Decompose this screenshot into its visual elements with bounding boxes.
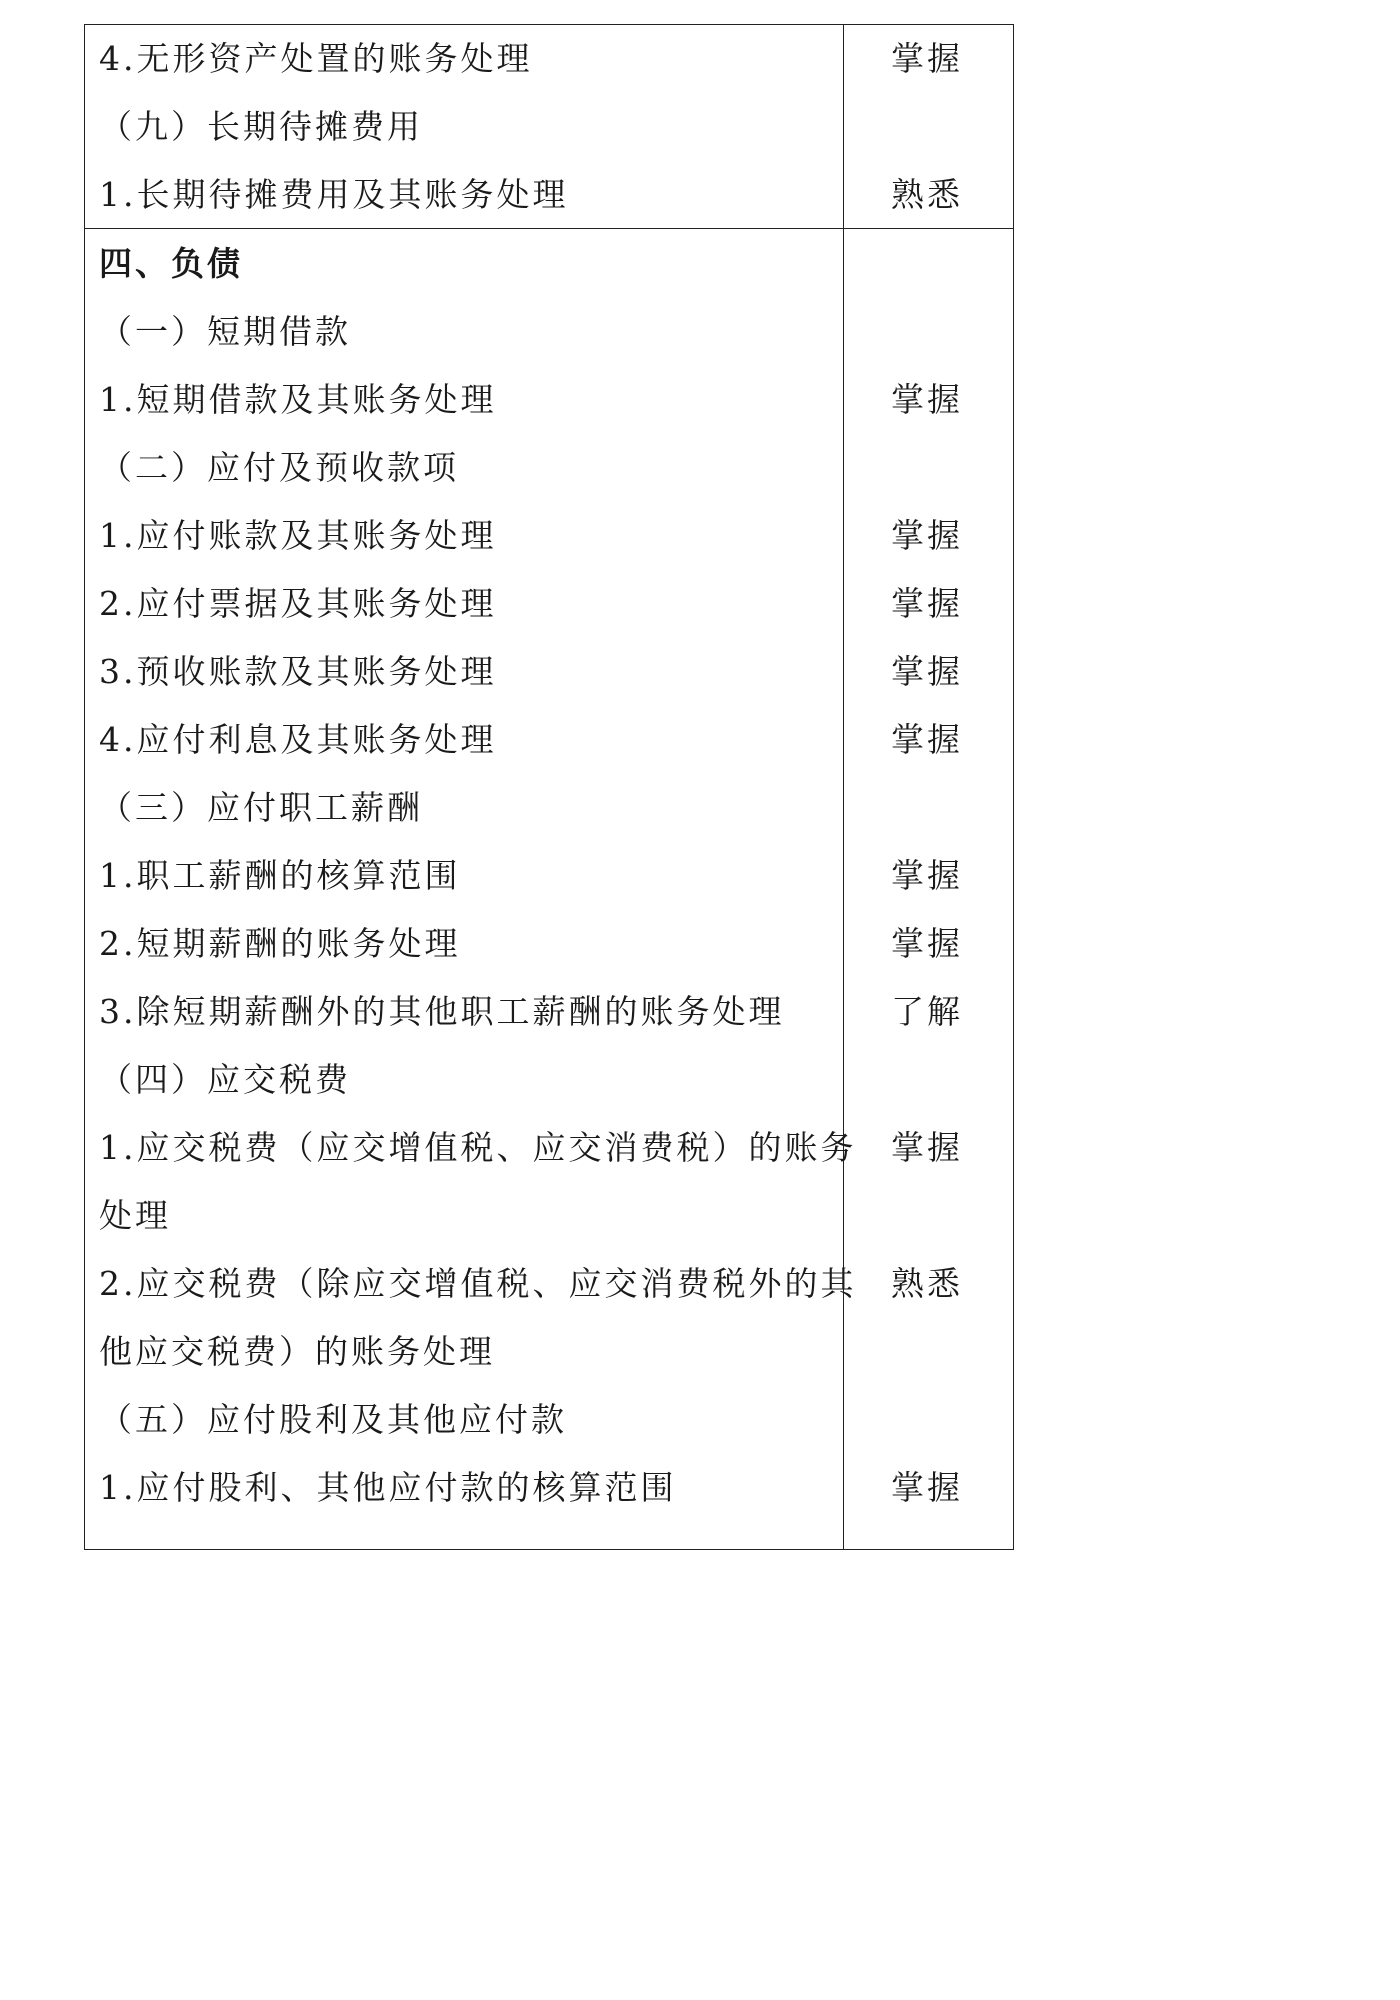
level-text: 掌握 bbox=[891, 39, 963, 78]
item-text: 3.预收账款及其账务处理 bbox=[99, 652, 497, 691]
level-text: 了解 bbox=[891, 992, 963, 1031]
table-row bbox=[85, 1318, 1015, 1386]
level-text: 掌握 bbox=[891, 516, 963, 555]
level-text: 熟悉 bbox=[891, 175, 963, 214]
table-row bbox=[85, 161, 1015, 229]
table-row bbox=[85, 842, 1015, 910]
level-text: 掌握 bbox=[891, 652, 963, 691]
table-row bbox=[85, 910, 1015, 978]
subsection-heading: （二）应付及预收款项 bbox=[99, 448, 459, 487]
table-row bbox=[85, 502, 1015, 570]
table-row bbox=[85, 1182, 1015, 1250]
item-text-continuation: 处理 bbox=[99, 1196, 171, 1235]
item-text: 4.无形资产处置的账务处理 bbox=[99, 39, 533, 78]
table-row bbox=[85, 93, 1015, 161]
subsection-heading: （五）应付股利及其他应付款 bbox=[99, 1400, 567, 1439]
table-row bbox=[85, 706, 1015, 774]
level-text: 掌握 bbox=[891, 1128, 963, 1167]
level-text: 掌握 bbox=[891, 720, 963, 759]
item-text: 1.应付账款及其账务处理 bbox=[99, 516, 497, 555]
subsection-heading: （九）长期待摊费用 bbox=[99, 107, 423, 146]
table-row bbox=[85, 434, 1015, 502]
subsection-heading: （一）短期借款 bbox=[99, 312, 351, 351]
table-row bbox=[85, 1114, 1015, 1182]
level-text: 掌握 bbox=[891, 584, 963, 623]
item-text: 4.应付利息及其账务处理 bbox=[99, 720, 497, 759]
item-text: 2.短期薪酬的账务处理 bbox=[99, 924, 461, 963]
level-text: 掌握 bbox=[891, 1468, 963, 1507]
table-row bbox=[85, 978, 1015, 1046]
level-text: 熟悉 bbox=[891, 1264, 963, 1303]
item-text: 3.除短期薪酬外的其他职工薪酬的账务处理 bbox=[99, 992, 785, 1031]
item-text-continuation: 他应交税费）的账务处理 bbox=[99, 1332, 495, 1371]
table-row bbox=[85, 25, 1015, 93]
item-text: 2.应付票据及其账务处理 bbox=[99, 584, 497, 623]
level-text: 掌握 bbox=[891, 856, 963, 895]
subsection-heading: （四）应交税费 bbox=[99, 1060, 351, 1099]
table-row bbox=[85, 1386, 1015, 1454]
item-text: 1.长期待摊费用及其账务处理 bbox=[99, 175, 569, 214]
item-text: 1.短期借款及其账务处理 bbox=[99, 380, 497, 419]
table-row bbox=[85, 1046, 1015, 1114]
table-row bbox=[85, 230, 1015, 298]
item-text: 1.应交税费（应交增值税、应交消费税）的账务 bbox=[99, 1128, 857, 1167]
syllabus-table bbox=[84, 24, 1014, 1550]
table-row bbox=[85, 366, 1015, 434]
section-heading: 四、负债 bbox=[99, 244, 243, 283]
table-row bbox=[85, 1250, 1015, 1318]
level-text: 掌握 bbox=[891, 924, 963, 963]
table-row bbox=[85, 1454, 1015, 1522]
table-row bbox=[85, 638, 1015, 706]
table-row bbox=[85, 570, 1015, 638]
item-text: 1.职工薪酬的核算范围 bbox=[99, 856, 461, 895]
table-row bbox=[85, 298, 1015, 366]
item-text: 2.应交税费（除应交增值税、应交消费税外的其 bbox=[99, 1264, 857, 1303]
table-row bbox=[85, 774, 1015, 842]
item-text: 1.应付股利、其他应付款的核算范围 bbox=[99, 1468, 677, 1507]
level-text: 掌握 bbox=[891, 380, 963, 419]
subsection-heading: （三）应付职工薪酬 bbox=[99, 788, 423, 827]
